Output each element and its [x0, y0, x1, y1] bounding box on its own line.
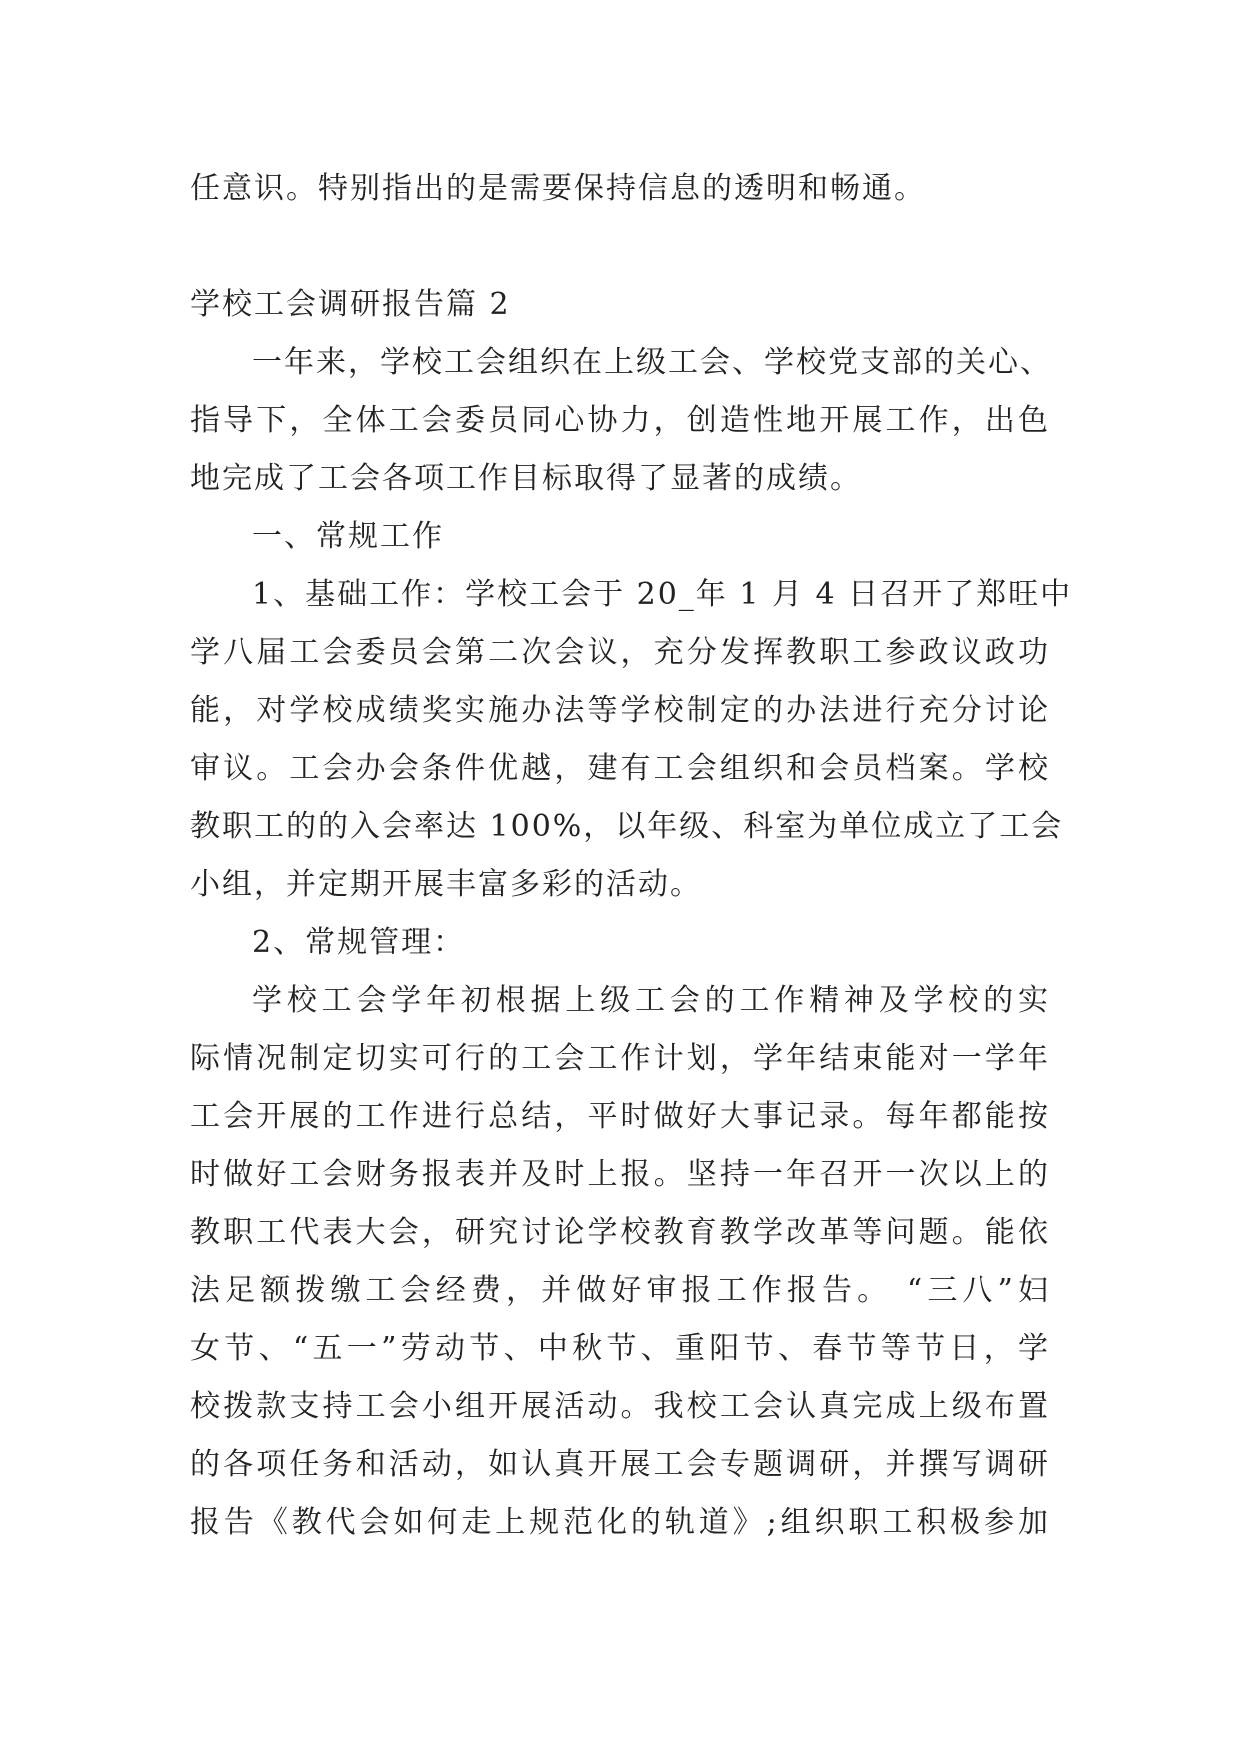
text-line: 女节、“五一”劳动节、中秋节、重阳节、春节等节日，学 [190, 1331, 1050, 1366]
section-title: 学校工会调研报告篇 2 [190, 287, 511, 322]
text-line: 任意识。特别指出的是需要保持信息的透明和畅通。 [190, 171, 926, 206]
text-line: 教职工代表大会，研究讨论学校教育教学改革等问题。能依 [190, 1215, 1050, 1250]
text-line: 工会开展的工作进行总结，平时做好大事记录。每年都能按 [190, 1099, 1050, 1134]
subsection-heading: 2、常规管理： [252, 925, 466, 960]
text-line: 的各项任务和活动，如认真开展工会专题调研，并撰写调研 [190, 1447, 1050, 1482]
text-line: 际情况制定切实可行的工会工作计划，学年结束能对一学年 [190, 1041, 1050, 1076]
text-line: 小组，并定期开展丰富多彩的活动。 [190, 867, 702, 902]
text-line: 时做好工会财务报表并及时上报。坚持一年召开一次以上的 [190, 1157, 1050, 1192]
text-line: 一年来，学校工会组织在上级工会、学校党支部的关心、 [252, 345, 1052, 380]
text-line: 指导下，全体工会委员同心协力，创造性地开展工作，出色 [190, 403, 1050, 438]
paragraph-gap [190, 218, 1050, 276]
text-line: 学校工会学年初根据上级工会的工作精神及学校的实 [252, 983, 1050, 1018]
text-line: 地完成了工会各项工作目标取得了显著的成绩。 [190, 461, 862, 496]
text-line: 学八届工会委员会第二次会议，充分发挥教职工参政议政功 [190, 635, 1050, 670]
text-line: 能，对学校成绩奖实施办法等学校制定的办法进行充分讨论 [190, 693, 1050, 728]
text-line: 报告《教代会如何走上规范化的轨道》;组织职工积极参加 [190, 1505, 1050, 1540]
text-line: 审议。工会办会条件优越，建有工会组织和会员档案。学校 [190, 751, 1050, 786]
text-line: 校拨款支持工会小组开展活动。我校工会认真完成上级布置 [190, 1389, 1050, 1424]
document-body [190, 160, 1073, 1552]
subsection-heading: 一、常规工作 [252, 519, 444, 554]
text-line: 教职工的的入会率达 100%，以年级、科室为单位成立了工会 [190, 809, 1064, 844]
text-line: 法足额拨缴工会经费，并做好审报工作报告。 “三八”妇 [190, 1273, 1050, 1308]
text-line: 1、基础工作：学校工会于 20_年 1 月 4 日召开了郑旺中 [252, 577, 1073, 612]
